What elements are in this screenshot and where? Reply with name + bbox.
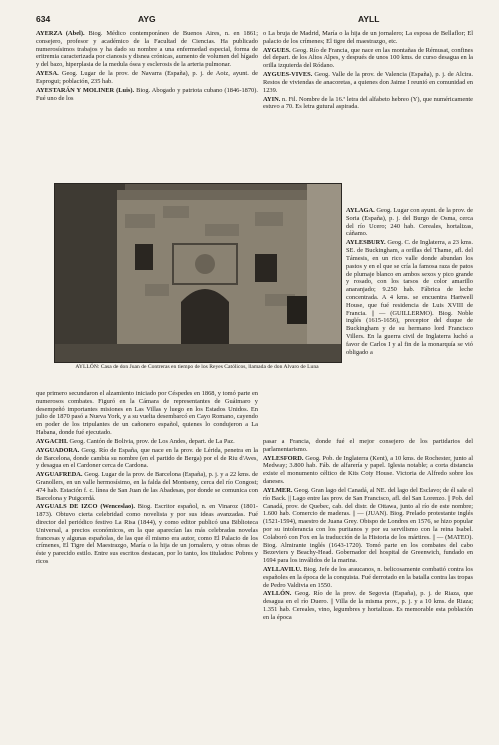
dictionary-entry (263, 47, 473, 70)
dictionary-entry (263, 566, 473, 589)
entry-headword: AYESA. (36, 70, 59, 78)
entry-text: Geog. Río de España, que nace en la prov. de Lérida, penetra en la de Barcelona, donde cambia su nombre (en el partido de Berga) por el de Riu d'Aves, y desagua en el Cardoner cerca de Cardona. (36, 446, 258, 470)
entry-text: Geog. Gran lago del Canadá, al NE. del lago del Esclavo; de él sale el río Back. || Lago entre las prov. de San Francisco, afl. del San Lorenzo. || Pob. del Canadá, prov. de Quebec, cab. del distr. de Ottawa, junto al río de este nombre; 1.600 hab. Comercio de maderas. || — (JUAN). Biog. Prelado protestante inglés (1521-1594), maestro de Juana Grey. Obispo de Londres en 1576, se hizo popular por su intolerancia con los puritanos y por su servilismo con la reina Isabel. Colaboró con Fox en la traducción de la Historia de los mártires. || — (MATEO). Biog. Almirante inglés (1643-1720). Tomó parte en los combates del cabo Bezeviers y Beachy-Head. Gobernador del hospital de Greenwich, fundado en 1694 para los inválidos de la marina. (263, 486, 473, 565)
right-column-bottom (263, 438, 473, 623)
entry-text: Geog. Río de la prov. de Segovia (España), p. j. de Riaza, que desagua en el río Duero. || Villa de la misma prov., p. j. y a 10 kms. de Riaza; 1.351 hab. Cereales, vino, legumbres y hortalizas. Es memorable esta población en la época (263, 590, 473, 621)
entry-text: Geog. Lugar de la prov. de Barcelona (España), p. j. y a 22 kms. de Granollers, en un valle hermosísimo, en la falda del Montseny, cerca del río Congost; 474 hab. Estación f. c. línea de San Juan de las Abadesas, por donde se comunica con Barcelona y Puigcerdá. (36, 471, 258, 502)
left-column-bottom (36, 390, 258, 567)
entry-text: Geog. Valle de la prov. de Valencia (España), p. j. de Alcira. Restos de viviendas de anacoretas, a quienes don Jaime I reunió en comunidad en 1239. (263, 71, 473, 94)
entry-headword: AYLLÓN. (263, 590, 292, 598)
dictionary-entry (263, 71, 473, 94)
dictionary-entry (346, 207, 473, 238)
dictionary-entry (36, 447, 258, 470)
entry-headword: AYIN. (263, 95, 281, 103)
guide-word-left: AYG (138, 14, 156, 24)
photo-caption: AYLLÓN: Casa de don Juan de Contreras en tiempo de los Reyes Católicos, llamada de don Alvaro de Luna (75, 364, 319, 370)
right-column-mid (346, 207, 473, 357)
dictionary-entry (36, 70, 258, 86)
entry-text: Geog. C. de Inglaterra, a 23 kms. SE. de Buckingham, a orillas del Thame, afl. del Támesis, en un rico valle donde abundan los pastos y en el que se cría la famosa raza de patos de plumaje blanco en ambos sexos y pico grande y rosado, con los tarsos de color amarillo anaranjado; 9.250 hab. Fábrica de leche concentrada. A 4 kms. se encuentra Hartwell House, que fué residencia de Luis XVIII de Francia. || — (GUILLERMO). Biog. Noble inglés (1615-1656), preceptor del duque de Buckingham y de su hermano lord Francisco Villers. En la guerra civil de Inglaterra luchó a favor de Carlos I y al fin de la monarquía se vió obligado a (346, 239, 473, 356)
entry-headword: AYLLAVILU. (263, 566, 302, 573)
dictionary-entry (346, 239, 473, 356)
running-header (0, 14, 499, 26)
dictionary-entry (263, 590, 473, 621)
guide-word-right: AYLL (358, 14, 380, 24)
entry-headword: AYERZA (Abel). (36, 30, 85, 37)
entry-text: que primero secundaron el alzamiento iniciado por Céspedes en 1868, y tomó parte en numerosos combates. Figuró en la Cámara de representantes de Guáimaro y desempeñó importantes misiones en Las Villas y luego en los Estados Unidos. En julio de 1870 pasó a Nueva York, y a su vuelta desembarcó en Cayo Romano, cayendo en poder de los tripulantes de un cañonero español, quienes lo condujeron a La Habana, donde fué ejecutado. (36, 390, 258, 437)
entry-headword: AYGUES. (263, 46, 291, 54)
right-column-top (263, 30, 473, 112)
entry-text: n. Fil. Nombre de la 16.ª letra del alfabeto hebreo (Y), que numéricamente estuvo a 70. Es letra gutural aspirada. (263, 95, 473, 111)
entry-headword: AYLAGA. (346, 207, 375, 214)
dictionary-entry (36, 30, 258, 69)
left-column-top (36, 30, 258, 103)
entry-headword: AYGUAFREDA. (36, 471, 83, 479)
dictionary-entry (263, 96, 473, 112)
entry-text: Biog. Médico contemporáneo de Buenos Aires, n. en 1861; consejero, profesor y académico de la Facultad de Ciencias. Ha publicado numerosísimos trabajos y ha dado su nombre a una enfermedad especial, forma de eritremia caracterizada por cianosis y disnea crónicas, aumento de volumen del hígado y del bazo, hiperplasia de la medula ósea y esclerosis de la arteria pulmonar. (36, 30, 258, 69)
dictionary-entry (36, 503, 258, 566)
entry-headword: AYGUADORA. (36, 446, 80, 454)
entry-headword: AYLESFORD. (263, 454, 304, 462)
dictionary-entry (263, 30, 473, 46)
entry-headword: AYGUALS DE IZCO (Wenceslao). (36, 503, 135, 511)
entry-headword: AYGUES-VIVES. (263, 71, 313, 79)
page-number: 634 (36, 14, 51, 24)
entry-text: Biog. Escritor español, n. en Vinaroz (1801-1873). Obtuvo cierta celebridad como novelista y por sus ideas avanzadas. Fué director del periódico festivo La Risa (1844), y como editor publicó una Biblioteca Universal, a precios económicos, en la que aparecían las más celebradas novelas francesas y algunas españolas, de las que él mismo era autor, como El Palacio de los crímenes, El Tigre del Maestrazgo, María o la hija de un jornalero, y otras obras de éste y parecido estilo. Entre sus escritos destacan, por lo tanto, los titulados: Pobres y ricos (36, 503, 258, 566)
entry-headword: AYESTARÁN Y MOLINER (Luis). (36, 86, 135, 94)
dictionary-entry (263, 438, 473, 454)
dictionary-entry (36, 471, 258, 502)
entry-headword: AYGACHI. (36, 437, 68, 445)
entry-text: Geog. Pob. de Inglaterra (Kent), a 10 kms. de Rochester, junto al Medway; 3.800 hab. Fáb. de alfarería y papel. Iglesia notable; a corta distancia existe el monumento céltico de Kits Coty House. Victoria de Alfredo sobre los daneses. (263, 454, 473, 486)
entry-text: o La bruja de Madrid, María o la hija de un jornalero; La esposa de Bellaflor; El palacio de los crímenes; El tigre del maestrazgo, etc. (263, 30, 473, 45)
entry-headword: AYLMER. (263, 486, 293, 494)
dictionary-entry (36, 390, 258, 437)
dictionary-entry (263, 455, 473, 486)
entry-headword: AYLESBURY. (346, 239, 386, 247)
dictionary-entry (36, 438, 258, 446)
entry-text: Geog. Lugar con ayunt. de la prov. de Soria (España), p. j. del Burgo de Osma, cerca del río Ucero; 240 hab. Cereales, hortalizas, cáñamo. (346, 207, 473, 238)
entry-text: Biog. Abogado y patriota cubano (1846-1870). Fué uno de los (36, 86, 258, 102)
photo-casa-contreras (54, 183, 342, 363)
entry-text: Geog. Lugar de la prov. de Navarra (España), p. j. de Aoiz, ayunt. de Esprogui; población, 235 hab. (36, 70, 258, 85)
dictionary-entry (263, 487, 473, 565)
entry-text: Geog. Cantón de Bolivia, prov. de Los Andes, depart. de La Paz. (69, 437, 235, 445)
entry-text: Geog. Río de Francia, que nace en las montañas de Rémusat, confines del depart. de los Altos Alpes, y después de unos 100 kms. de curso desagua en la orilla izquierda del Ródano. (263, 46, 473, 70)
entry-text: pasar a Francia, donde fué el mejor consejero de los partidarios del parlamentarismo. (263, 438, 473, 453)
entry-text: Biog. Jefe de los araucanos, n. belicosamente combatió contra los españoles en la época de la conquista. Fué derrotado en la batalla contra las tropas de Pedro Valdivia en 1550. (263, 566, 473, 589)
dictionary-entry (36, 87, 258, 103)
